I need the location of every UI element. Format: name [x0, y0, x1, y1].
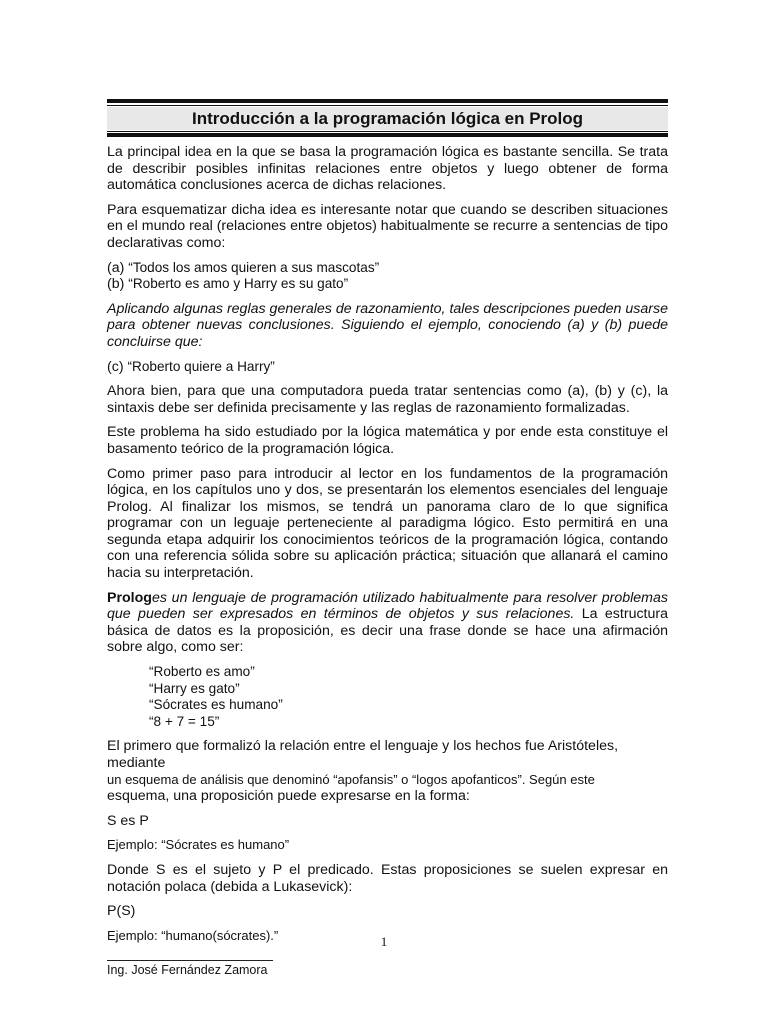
example-b-label: (b) [107, 276, 125, 293]
prolog-definition: es un lenguaje de programación utilizado habitualmente para resolver problemas que pueden ser expresados en términos de objetos y sus relaciones. [107, 589, 668, 623]
example-a-text: “Todos los amos quieren a sus mascotas” [128, 259, 380, 275]
title-rule-thick [107, 133, 668, 137]
example-socrates: Ejemplo: “Sócrates es humano” [107, 837, 290, 853]
paragraph-declarative: Para esquematizar dicha idea es interesante notar que cuando se describen situaciones en el mundo real (relaciones entre objetos) habitualmente se recurre a sentencias de tipo declarativas como: [107, 201, 668, 251]
prolog-term: Prolog [107, 589, 152, 606]
example-humano: Ejemplo: “humano(sócrates).” [107, 927, 279, 943]
proposition-item: “Roberto es amo” [149, 664, 255, 680]
proposition-item: “Sócrates es humano” [149, 697, 283, 713]
example-a-label: (a) [107, 259, 125, 276]
top-rule-thin [107, 105, 668, 106]
example-a [107, 260, 668, 277]
paragraph-intro: La principal idea en la que se basa la programación lógica es bastante sencilla. Se trata de describir posibles infinitas relaciones entre objetos y luego obtener de forma automática conclusiones acerca de dichas relaciones. [107, 144, 668, 194]
paragraph-first-step: Como primer paso para introducir al lector en los fundamentos de la programación lógica, en los capítulos uno y dos, se presentarán los elementos esenciales del lenguaje Prolog. Al finalizar los mismos, se tendrá un panorama claro de lo que significa programar con un leguaje perteneciente al paradigma lógico. Esto permitirá en una segunda etapa adquirir los conocimientos teóricos de la programación lógica, contando con una referencia sólida sobre su aplicación práctica; situación que allanará el camino hacia su interpretación. [107, 465, 668, 582]
paragraph-polish-notation: Donde S es el sujeto y P el predicado. Estas proposiciones se suelen expresar en notación polaca (debida a Lukasevick): [107, 861, 668, 895]
example-c [107, 359, 668, 376]
example-c-label: (c) [107, 358, 124, 375]
paragraph-reasoning: Aplicando algunas reglas generales de razonamiento, tales descripciones pueden usarse para obtener nuevas conclusiones. Siguiendo el ejemplo, conociendo (a) y (b) puede concluirse que: [107, 300, 668, 350]
top-rule-thick [107, 99, 668, 103]
title-rule-thin [107, 131, 668, 132]
aristotle-line-1: El primero que formalizó la relación entre el lenguaje y los hechos fue Aristóteles, mediante [107, 738, 619, 771]
page-title: Introducción a la programación lógica en Prolog [191, 109, 584, 128]
example-b [107, 276, 668, 293]
proposition-item: “Harry es gato” [149, 680, 240, 696]
example-b-text: “Roberto es amo y Harry es su gato” [128, 276, 349, 292]
paragraph-aristotle [107, 738, 668, 804]
page-number: 1 [380, 934, 388, 949]
paragraph-computer: Ahora bien, para que una computadora pueda tratar sentencias como (a), (b) y (c), la sintaxis debe ser definida precisamente y las reglas de razonamiento formalizadas. [107, 383, 668, 416]
example-c-text: “Roberto quiere a Harry” [127, 358, 275, 374]
prolog-rest: La estructura básica de datos es la proposición, es decir una frase donde se hace una afirmación sobre algo, como ser: [107, 606, 668, 656]
paragraph-prolog [107, 590, 668, 656]
aristotle-line-3: esquema, una proposición puede expresarse en la forma: [107, 788, 470, 805]
example-list-ab [107, 260, 668, 293]
paragraph-logic: Este problema ha sido estudiado por la lógica matemática y por ende esta constituye el basamento teórico de la programación lógica. [107, 424, 668, 457]
form-s-es-p: S es P [107, 812, 149, 829]
footer-author: Ing. José Fernández Zamora [107, 963, 268, 977]
proposition-list [149, 664, 668, 730]
proposition-item: “8 + 7 = 15” [149, 713, 220, 729]
document-body [107, 144, 668, 952]
aristotle-line-2: un esquema de análisis que denominó “apofansis” o “logos apofanticos”. Según este [107, 771, 595, 787]
footer-rule [107, 960, 273, 961]
form-p-s: P(S) [107, 903, 136, 920]
